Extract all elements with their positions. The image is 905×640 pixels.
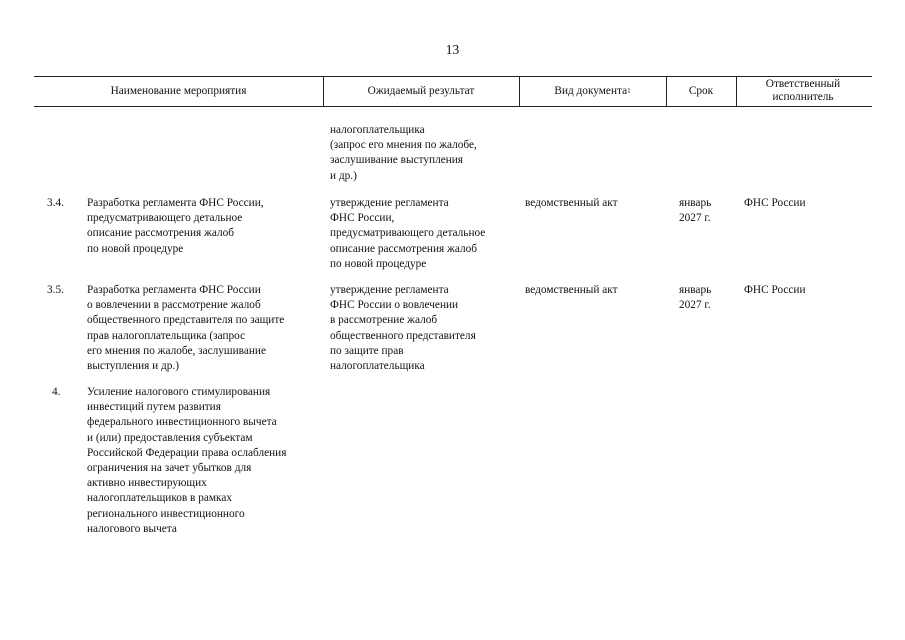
row-name: Разработка регламента ФНС России, предусматривающего детальное описание рассмотрения жалоб по новой процедуре	[87, 197, 264, 255]
row-responsible: ФНС России	[744, 197, 806, 209]
row-result: утверждение регламента ФНС России о вовлечении в рассмотрение жалоб общественного представителя по защите прав налогоплательщика	[330, 284, 476, 373]
row-document: ведомственный акт	[525, 284, 618, 296]
row-result: утверждение регламента ФНС России, предусматривающего детальное описание рассмотрения жалоб по новой процедуре	[330, 197, 486, 270]
row-document: ведомственный акт	[525, 197, 618, 209]
page-number: 13	[445, 42, 460, 57]
table-header-bottom-rule	[34, 106, 872, 107]
row-number: 3.4.	[47, 197, 64, 209]
column-header-result: Ожидаемый результат	[367, 84, 475, 97]
row-name: Разработка регламента ФНС России о вовлечении в рассмотрение жалоб общественного представителя по защите прав налогоплательщика (запрос его мнения по жалобе, заслушивание выступления и др.)	[87, 284, 285, 373]
row-responsible: ФНС России	[744, 284, 806, 296]
column-header-term: Срок	[688, 84, 714, 97]
column-header-name: Наименование мероприятия	[110, 84, 247, 97]
continuation-result: налогоплательщика (запрос его мнения по жалобе, заслушивание выступления и др.)	[330, 124, 477, 182]
row-number: 3.5.	[47, 284, 64, 296]
column-header-document: Вид документа 1	[554, 84, 631, 97]
header-divider-4	[736, 76, 737, 106]
column-header-responsible: Ответственный исполнитель	[765, 77, 841, 103]
row-term: январь 2027 г.	[679, 197, 712, 225]
row-term: январь 2027 г.	[679, 284, 712, 312]
row-name: Усиление налогового стимулирования инвестиций путем развития федерального инвестиционного вычета и (или) предоставления субъектам Российской Федерации права ослабления ограничения на зачет убытков для активно инвестирующих налогоплательщиков в рамках регионального инвестиционного налогового вычета	[87, 386, 287, 535]
row-number: 4.	[52, 386, 61, 398]
